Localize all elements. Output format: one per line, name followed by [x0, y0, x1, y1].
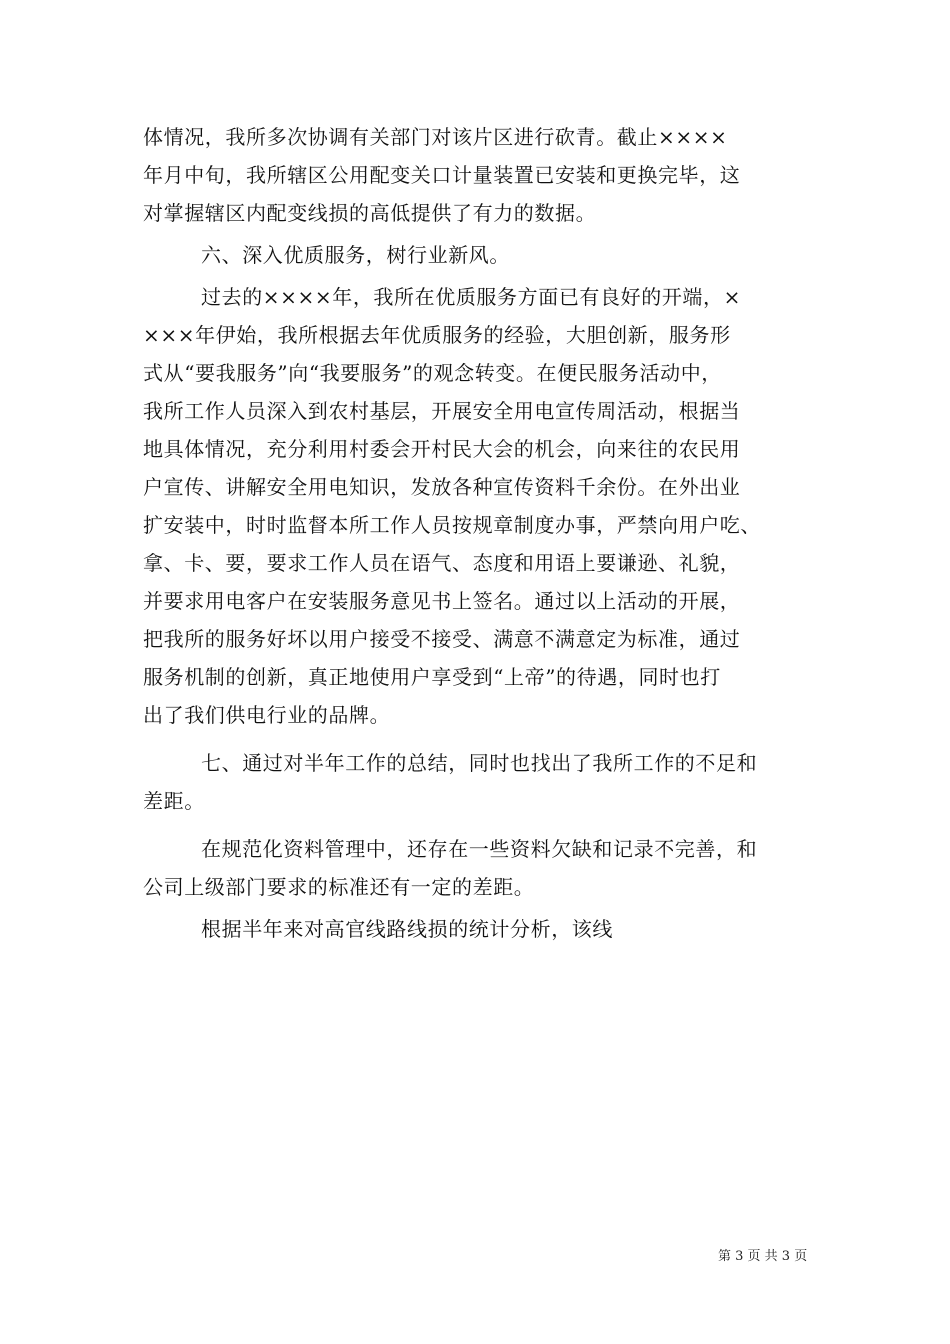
text-line: 我所工作人员深入到农村基层，开展安全用电宣传周活动，根据当 [143, 399, 741, 423]
text-line: 过去的××××年，我所在优质服务方面已有良好的开端，× [201, 285, 741, 309]
document-body [143, 118, 823, 948]
text-line: 根据半年来对高官线路线损的统计分析，该线 [201, 917, 613, 941]
text-line: 服务机制的创新，真正地使用户享受到“上帝”的待遇，同时也打 [143, 665, 721, 689]
text-line: 地具体情况，充分利用村委会开村民大会的机会，向来往的农民用 [143, 437, 741, 461]
text-line: 出了我们供电行业的品牌。 [143, 703, 391, 727]
page-number: 第 3 页 共 3 页 [718, 1249, 808, 1264]
text-line: 拿、卡、要，要求工作人员在语气、态度和用语上要谦逊、礼貌， [143, 551, 741, 575]
text-line: 扩安装中，时时监督本所工作人员按规章制度办事，严禁向用户吃、 [143, 513, 761, 537]
text-line: 把我所的服务好坏以用户接受不接受、满意不满意定为标准，通过 [143, 627, 741, 651]
section-heading-7: 七、通过对半年工作的总结，同时也找出了我所工作的不足和 [201, 751, 758, 775]
text-line: 并要求用电客户在安装服务意见书上签名。通过以上活动的开展， [143, 589, 741, 613]
text-line: 式从“要我服务”向“我要服务”的观念转变。在便民服务活动中， [143, 361, 722, 385]
text-line: 差距。 [143, 789, 205, 813]
text-line: 在规范化资料管理中，还存在一些资料欠缺和记录不完善，和 [201, 837, 758, 861]
text-line: 年月中旬，我所辖区公用配变关口计量装置已安装和更换完毕，这 [143, 163, 741, 187]
text-line: ×××年伊始，我所根据去年优质服务的经验，大胆创新，服务形 [143, 323, 731, 347]
text-line: 公司上级部门要求的标准还有一定的差距。 [143, 875, 535, 899]
text-line: 对掌握辖区内配变线损的高低提供了有力的数据。 [143, 201, 597, 225]
section-heading-6: 六、深入优质服务，树行业新风。 [201, 243, 510, 267]
text-line: 户宣传、讲解安全用电知识，发放各种宣传资料千余份。在外出业 [143, 475, 741, 499]
text-line: 体情况，我所多次协调有关部门对该片区进行砍青。截止×××× [143, 125, 728, 149]
